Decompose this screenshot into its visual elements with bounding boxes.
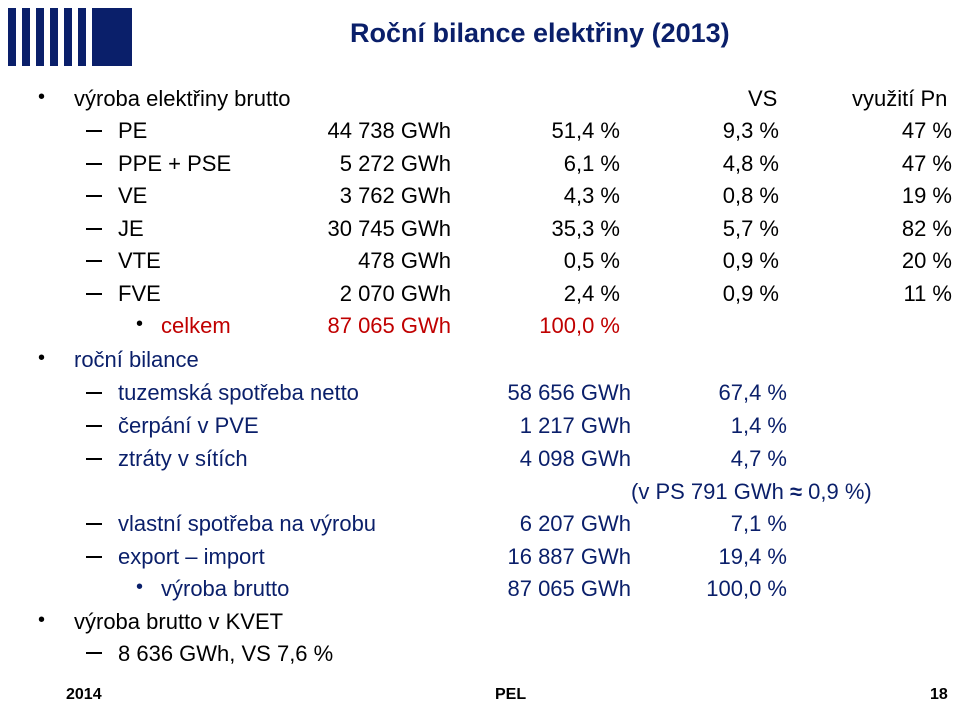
production-use: 47 % [901, 150, 952, 176]
production-vs: 0,8 % [722, 183, 779, 209]
production-name: VE [118, 183, 148, 209]
celkem-label: celkem [161, 313, 231, 338]
annual-name: ztráty v sítích [118, 446, 248, 471]
total-label: výroba brutto [161, 576, 290, 601]
production-use: 19 % [901, 183, 952, 209]
dash-icon [86, 392, 102, 394]
annual-gwh: 58 656 GWh [507, 380, 631, 405]
production-gwh: 44 738 GWh [327, 118, 451, 143]
dash-icon [86, 228, 102, 230]
annual-name: export – import [118, 544, 265, 569]
production-name: PE [118, 118, 148, 143]
production-share: 4,3 % [563, 183, 620, 209]
total-gwh: 87 065 GWh [507, 576, 631, 601]
annual-name: vlastní spotřeba na výrobu [118, 511, 377, 536]
production-gwh: 2 070 GWh [339, 281, 451, 306]
annual-gwh: 4 098 GWh [519, 446, 631, 471]
production-use: 47 % [901, 118, 952, 143]
section-label-kvet: výroba brutto v KVET [74, 609, 284, 634]
production-vs: 0,9 % [722, 248, 779, 274]
annual-pct: 67,4 % [718, 380, 787, 405]
dash-icon [86, 652, 102, 654]
logo [8, 8, 132, 66]
annual-pct: 4,7 % [730, 446, 787, 471]
section-label-vyroba: výroba elektřiny brutto [74, 86, 291, 111]
production-use: 11 % [903, 281, 952, 306]
bullet-icon: • [38, 86, 46, 108]
annual-pct: 1,4 % [730, 413, 787, 438]
production-share: 6,1 % [563, 150, 620, 176]
production-use: 20 % [901, 248, 952, 274]
column-header-vs: VS [748, 86, 778, 111]
production-gwh: 478 GWh [358, 248, 451, 274]
approx-icon: ≈ [789, 479, 803, 504]
production-gwh: 3 762 GWh [339, 183, 451, 209]
dash-icon [86, 130, 102, 132]
column-header-vyuziti: využití Pn [852, 86, 948, 111]
production-name: JE [118, 215, 144, 241]
annual-gwh: 1 217 GWh [519, 413, 631, 438]
dash-icon [86, 425, 102, 427]
annual-pct: 19,4 % [718, 544, 787, 569]
dash-icon [86, 260, 102, 262]
dash-icon [86, 163, 102, 165]
production-use: 82 % [901, 215, 952, 241]
total-pct: 100,0 % [706, 576, 787, 601]
production-share: 0,5 % [563, 248, 620, 274]
footer-center: PEL [495, 686, 527, 703]
production-vs: 9,3 % [722, 118, 779, 143]
ps-note: (v PS 791 GWh ≈ 0,9 %) [631, 479, 872, 504]
page-title: Roční bilance elektřiny (2013) [350, 18, 730, 48]
production-share: 51,4 % [551, 118, 620, 143]
production-gwh: 30 745 GWh [327, 215, 451, 241]
section-label-rocni-bilance: roční bilance [74, 347, 199, 372]
celkem-gwh: 87 065 GWh [327, 313, 451, 338]
annual-gwh: 16 887 GWh [507, 544, 631, 569]
dash-icon [86, 458, 102, 460]
production-name: FVE [118, 281, 161, 306]
bullet-icon: • [38, 347, 46, 369]
production-name: PPE + PSE [118, 150, 232, 176]
annual-pct: 7,1 % [730, 511, 787, 536]
production-vs: 0,9 % [722, 281, 779, 306]
production-vs: 4,8 % [722, 150, 779, 176]
production-name: VTE [118, 248, 161, 274]
annual-name: čerpání v PVE [118, 413, 259, 438]
annual-name: tuzemská spotřeba netto [118, 380, 359, 405]
bullet-icon: • [38, 609, 46, 631]
bullet-icon: • [136, 576, 144, 598]
production-share: 2,4 % [563, 281, 620, 306]
bullet-icon: • [136, 313, 144, 335]
footer-year: 2014 [66, 686, 102, 703]
dash-icon [86, 523, 102, 525]
production-gwh: 5 272 GWh [339, 150, 451, 176]
page-number: 18 [930, 686, 948, 703]
dash-icon [86, 293, 102, 295]
celkem-share: 100,0 % [539, 313, 620, 338]
dash-icon [86, 195, 102, 197]
production-share: 35,3 % [551, 215, 620, 241]
kvet-value: 8 636 GWh, VS 7,6 % [118, 641, 334, 666]
production-vs: 5,7 % [722, 215, 779, 241]
annual-gwh: 6 207 GWh [519, 511, 631, 536]
dash-icon [86, 556, 102, 558]
